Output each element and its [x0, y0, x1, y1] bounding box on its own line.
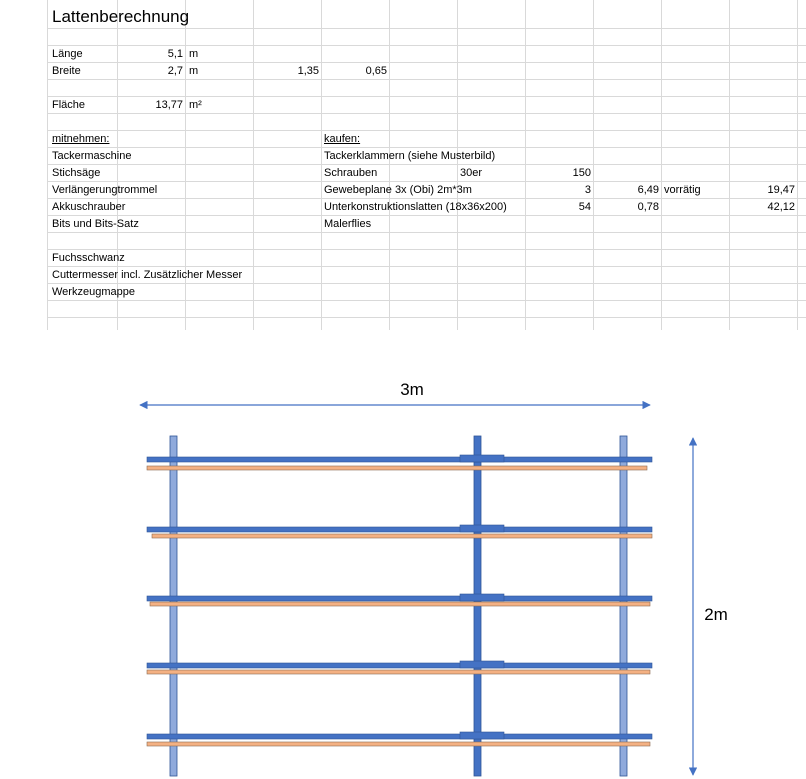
- lath-joint: [460, 594, 504, 601]
- width-label: 3m: [400, 380, 424, 399]
- kaufen-price[interactable]: 6,49: [637, 184, 659, 196]
- kaufen-qty[interactable]: 54: [578, 201, 591, 213]
- mitnehmen-item[interactable]: Cuttermesser incl. Zusätzlicher Messer: [52, 269, 243, 281]
- flaeche-unit[interactable]: m²: [189, 99, 202, 111]
- kaufen-note[interactable]: vorrätig: [664, 184, 701, 196]
- breite-value[interactable]: 2,7: [167, 65, 183, 77]
- mitnehmen-item[interactable]: Tackermaschine: [52, 150, 132, 162]
- kaufen-item[interactable]: Malerflies: [324, 218, 372, 230]
- lath-joint: [460, 455, 504, 462]
- breite-unit[interactable]: m: [189, 65, 199, 77]
- grid-line: [661, 0, 662, 330]
- grid-line: [47, 249, 806, 250]
- kaufen-price[interactable]: 0,78: [637, 201, 659, 213]
- lath-drawing[interactable]: [0, 340, 806, 779]
- grid-line: [47, 232, 806, 233]
- breite-label[interactable]: Breite: [52, 65, 81, 77]
- kaufen-header[interactable]: kaufen:: [324, 133, 361, 145]
- sheet-title[interactable]: Lattenberechnung: [52, 7, 190, 26]
- lath-joint: [460, 661, 504, 668]
- grid-line: [47, 0, 48, 330]
- kaufen-item[interactable]: Gewebeplane 3x (Obi) 2m*3m: [324, 184, 472, 196]
- kaufen-qty[interactable]: 150: [572, 167, 591, 179]
- grid-line: [729, 0, 730, 330]
- laenge-unit[interactable]: m: [189, 48, 199, 60]
- kaufen-total[interactable]: 19,47: [767, 184, 795, 196]
- kaufen-spec[interactable]: 30er: [460, 167, 483, 179]
- lath-salmon: [147, 742, 650, 746]
- flaeche-label[interactable]: Fläche: [52, 99, 86, 111]
- laenge-label[interactable]: Länge: [52, 48, 83, 60]
- flaeche-value[interactable]: 13,77: [155, 99, 183, 111]
- lath-blue: [147, 734, 652, 739]
- lath-joint: [460, 732, 504, 739]
- lath-blue: [147, 527, 652, 532]
- grid-line: [253, 0, 254, 330]
- mitnehmen-item[interactable]: Fuchsschwanz: [52, 252, 125, 264]
- lath-salmon: [147, 466, 647, 470]
- lath-salmon: [147, 670, 650, 674]
- spreadsheet-area: [0, 0, 806, 330]
- grid-line: [797, 0, 798, 330]
- kaufen-item[interactable]: Unterkonstruktionslatten (18x36x200): [324, 201, 507, 213]
- mitnehmen-item[interactable]: Stichsäge: [52, 167, 101, 179]
- kaufen-total[interactable]: 42,12: [767, 201, 795, 213]
- kaufen-item[interactable]: Tackerklammern (siehe Musterbild): [324, 150, 496, 162]
- grid-line: [389, 0, 390, 330]
- lath-salmon: [150, 602, 650, 606]
- laenge-value[interactable]: 5,1: [167, 48, 183, 60]
- grid-line: [457, 0, 458, 330]
- mitnehmen-item[interactable]: Werkzeugmappe: [52, 286, 135, 298]
- lath-joint: [460, 525, 504, 532]
- mitnehmen-item[interactable]: Akkuschrauber: [52, 201, 126, 213]
- lath-blue: [147, 457, 652, 462]
- height-label: 2m: [704, 605, 728, 624]
- lath-salmon: [152, 534, 652, 538]
- kaufen-qty[interactable]: 3: [584, 184, 591, 196]
- mitnehmen-item[interactable]: Bits und Bits-Satz: [52, 218, 139, 230]
- breite-half[interactable]: 1,35: [297, 65, 319, 77]
- breite-extra[interactable]: 0,65: [365, 65, 387, 77]
- grid-line: [47, 300, 806, 301]
- grid-line: [47, 317, 806, 318]
- kaufen-item[interactable]: Schrauben: [324, 167, 378, 179]
- mitnehmen-header[interactable]: mitnehmen:: [52, 133, 110, 145]
- mitnehmen-item[interactable]: Verlängerungtrommel: [52, 184, 158, 196]
- lath-blue: [147, 596, 652, 601]
- grid-line: [321, 0, 322, 330]
- grid-line: [593, 0, 594, 330]
- grid-line: [47, 130, 806, 131]
- lath-blue: [147, 663, 652, 668]
